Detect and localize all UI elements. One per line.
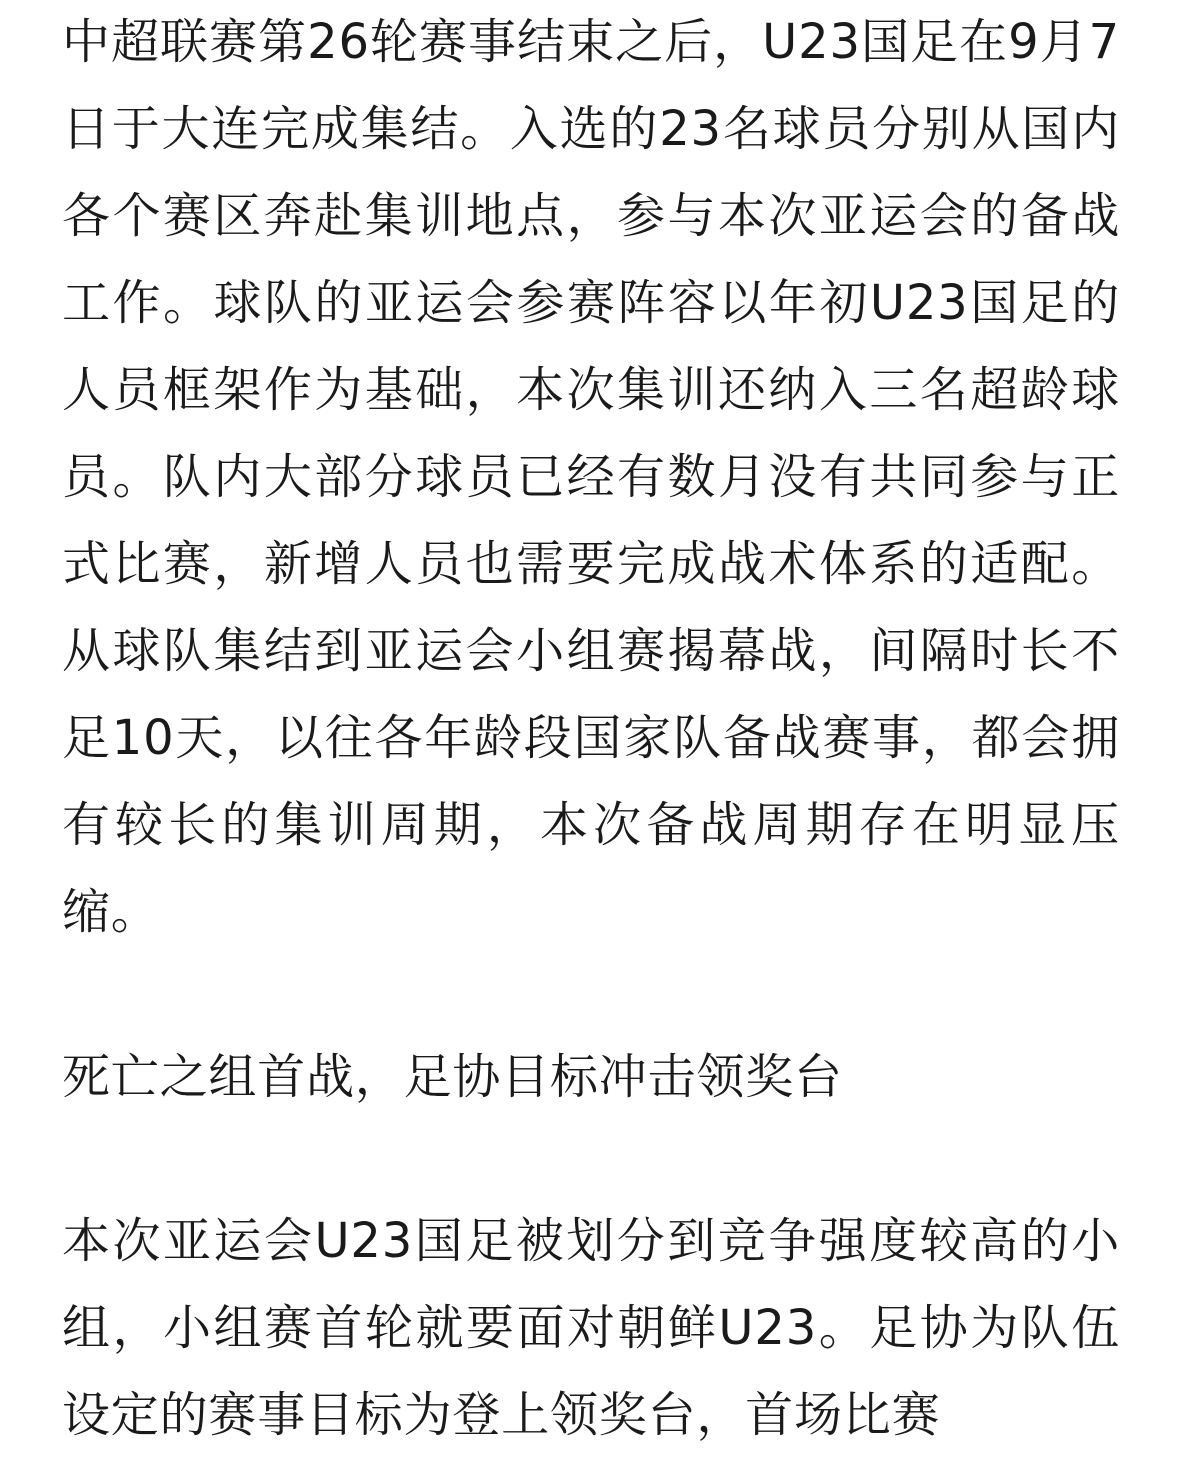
section-heading: 死亡之组首战，足协目标冲击领奖台 <box>62 1049 843 1105</box>
article-paragraph: 中超联赛第26轮赛事结束之后，U23国足在9月7日于大连完成集结。入选的23名球员分别从国内各个赛区奔赴集训地点，参与本次亚运会的备战工作。球队的亚运会参赛阵容以年初U23国足的人员框架作为基础，本次集训还纳入三名超龄球员。队内大部分球员已经有数月没有共同参与正式比赛，新增人员也需要完成战术体系的适配。从球队集结到亚运会小组赛揭幕战，间隔时长不足10天，以往各年龄段国家队备战赛事，都会拥有较长的集训周期，本次备战周期存在明显压缩。 <box>62 14 1120 940</box>
article-paragraph: 本次亚运会U23国足被划分到竞争强度较高的小组，小组赛首轮就要面对朝鲜U23。足协为队伍设定的赛事目标为登上领奖台，首场比赛 <box>62 1213 1120 1443</box>
article-body <box>62 0 1120 1459</box>
